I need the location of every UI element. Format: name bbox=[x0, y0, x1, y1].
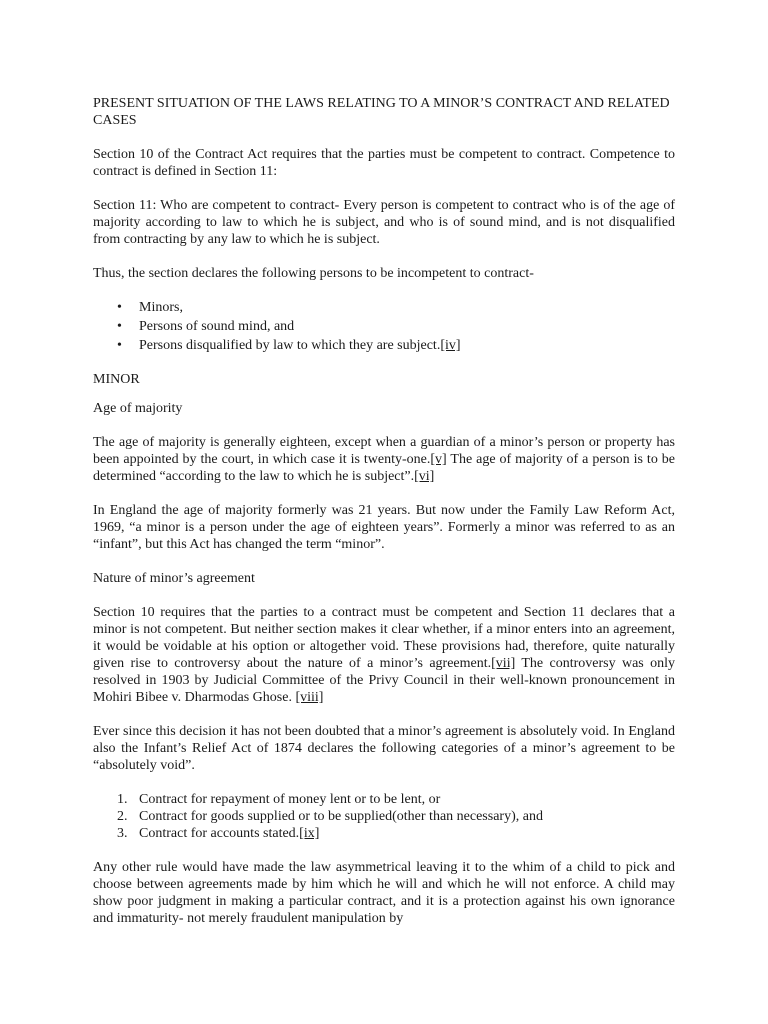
footnote-link-iv[interactable]: [iv] bbox=[440, 338, 461, 353]
list-item bbox=[93, 825, 675, 842]
paragraph-text: Section 10 requires that the parties to a contract must be competent and Section 11 declares that a minor is not competent. But neither section makes it clear whether, if a minor enters into an agreement, it would be voidable at his option or altogether void. These provisions had, therefore, quite naturally given rise to controversy about the nature of a minor’s agreement. bbox=[93, 605, 675, 671]
list-item-text: Persons disqualified by law to which they are subject. bbox=[139, 338, 441, 353]
paragraph-absolutely-void: Ever since this decision it has not been doubted that a minor’s agreement is absolutely void. In England also the Infant’s Relief Act of 1874 declares the following categories of a minor’s agreement to be “absolutely void”. bbox=[93, 724, 675, 773]
paragraph-section-11: Section 11: Who are competent to contract- Every person is competent to contract who is of the age of majority according to law to which he is subject, and who is of sound mind, and is not disqualified from contracting by any law to which he is subject. bbox=[93, 198, 675, 247]
footnote-link-v[interactable]: [v] bbox=[430, 452, 447, 467]
list-item bbox=[93, 791, 675, 808]
incompetent-persons-list bbox=[93, 299, 675, 354]
subheading-age-of-majority: Age of majority bbox=[93, 401, 183, 416]
document-title: PRESENT SITUATION OF THE LAWS RELATING TO A MINOR’S CONTRACT AND RELATED CASES bbox=[93, 96, 670, 128]
paragraph-england-age: In England the age of majority formerly was 21 years. But now under the Family Law Reform Act, 1969, “a minor is a person under the age of eighteen years”. Formerly a minor was referred to as an “infant”, but this Act has changed the term “minor”. bbox=[93, 503, 675, 552]
document-page bbox=[93, 95, 675, 944]
list-item bbox=[93, 337, 675, 354]
list-item bbox=[93, 299, 675, 316]
list-item-text: Contract for repayment of money lent or to be lent, or bbox=[139, 792, 441, 807]
subheading-nature-of-agreement: Nature of minor’s agreement bbox=[93, 571, 255, 586]
bullet-icon: • bbox=[117, 300, 122, 315]
list-item bbox=[93, 318, 675, 335]
footnote-link-ix[interactable]: [ix] bbox=[299, 826, 320, 841]
list-item-text: Contract for accounts stated. bbox=[139, 826, 300, 841]
paragraph-nature-of-agreement bbox=[93, 604, 675, 706]
void-categories-list bbox=[93, 791, 675, 842]
list-item bbox=[93, 808, 675, 825]
list-item-text: Minors, bbox=[139, 300, 183, 315]
footnote-link-viii[interactable]: [viii] bbox=[295, 690, 324, 705]
paragraph-incompetent-persons: Thus, the section declares the following persons to be incompetent to contract- bbox=[93, 266, 534, 281]
paragraph-section-10: Section 10 of the Contract Act requires that the parties must be competent to contract. Competence to contract is defined in Section 11: bbox=[93, 147, 675, 179]
paragraph-text: The controversy was only resolved in 1903 by Judicial Committee of the Privy Council in their well-known pronouncement in Mohiri Bibee v. Dharmodas Ghose. bbox=[93, 656, 675, 705]
footnote-link-vii[interactable]: [vii] bbox=[491, 656, 516, 671]
paragraph-text: The age of majority of a person is to be determined “according to the law to which he is subject”. bbox=[93, 452, 675, 484]
list-number: 3. bbox=[117, 826, 128, 841]
bullet-icon: • bbox=[117, 319, 122, 334]
section-heading-minor: MINOR bbox=[93, 372, 140, 387]
paragraph-age-of-majority bbox=[93, 434, 675, 485]
list-number: 2. bbox=[117, 809, 128, 824]
footnote-link-vi[interactable]: [vi] bbox=[414, 469, 435, 484]
paragraph-asymmetrical-law: Any other rule would have made the law asymmetrical leaving it to the whim of a child to pick and choose between agreements made by him which he will and which he will not enforce. A child may show poor judgment in making a particular contract, and it is a protection against his own ignorance and immaturity- not merely fraudulent manipulation by bbox=[93, 860, 675, 926]
paragraph-text: The age of majority is generally eighteen, except when a guardian of a minor’s person or property has been appointed by the court, in which case it is twenty-one. bbox=[93, 435, 675, 467]
bullet-icon: • bbox=[117, 338, 122, 353]
list-item-text: Contract for goods supplied or to be supplied(other than necessary), and bbox=[139, 809, 543, 824]
list-item-text: Persons of sound mind, and bbox=[139, 319, 295, 334]
list-number: 1. bbox=[117, 792, 128, 807]
